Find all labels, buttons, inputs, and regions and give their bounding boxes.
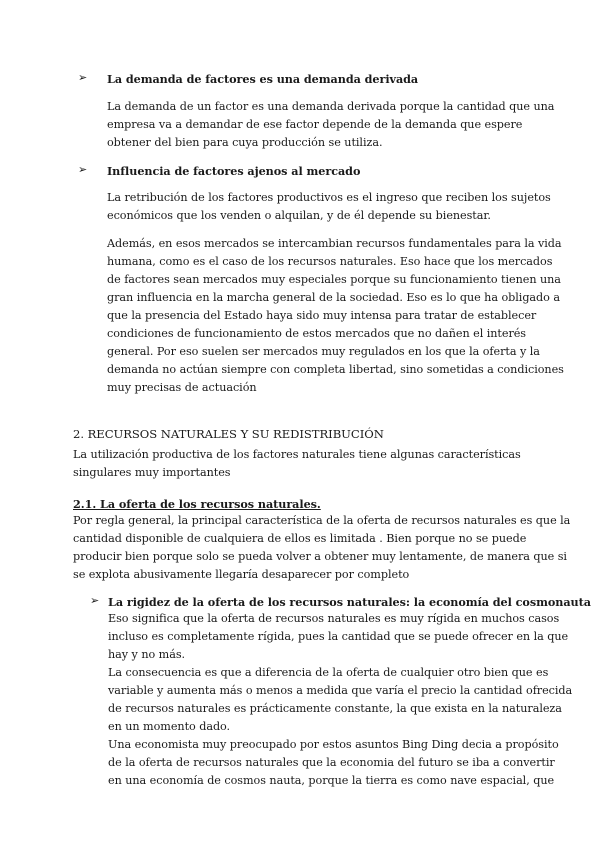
text-line: La consecuencia es que a diferencia de la oferta de cualquier otro bien que es	[108, 666, 549, 679]
paragraph-state-regulation	[107, 235, 564, 397]
paragraph-derived-demand	[107, 98, 554, 152]
section-title: 2. RECURSOS NATURALES Y SU REDISTRIBUCIÓN	[73, 427, 384, 441]
arrow-bullet-icon: ➢	[78, 71, 88, 84]
text-line: La retribución de los factores productivos es el ingreso que reciben los sujetos	[107, 191, 551, 204]
paragraph-retribution	[107, 189, 551, 225]
text-line: que la presencia del Estado haya sido muy intensa para tratar de establecer	[107, 309, 537, 322]
text-line: en una economía de cosmos nauta, porque la tierra es como nave espacial, que	[108, 774, 555, 787]
text-line: se explota abusivamente llegaría desaparecer por completo	[73, 568, 410, 581]
text-line: de recursos naturales es prácticamente constante, la que exista en la naturaleza	[108, 702, 562, 715]
text-line: Además, en esos mercados se intercambian recursos fundamentales para la vida	[107, 237, 562, 250]
text-line: producir bien porque solo se pueda volver a obtener muy lentamente, de manera que si	[73, 550, 567, 563]
text-line: obtener del bien para cuya producción se utiliza.	[107, 136, 383, 149]
text-line: gran influencia en la marcha general de la sociedad. Eso es lo que ha obligado a	[107, 291, 560, 304]
text-line: de la oferta de recursos naturales que la economia del futuro se iba a convertir	[108, 756, 555, 769]
arrow-bullet-icon: ➢	[78, 163, 88, 176]
text-line: incluso es completamente rígida, pues la cantidad que se puede ofrecer en la que	[108, 630, 569, 643]
text-line: económicos que los venden o alquilan, y de él depende su bienestar.	[107, 209, 491, 222]
text-line: en un momento dado.	[108, 720, 231, 733]
text-line: de factores sean mercados muy especiales porque su funcionamiento tienen una	[107, 273, 561, 286]
paragraph-supply-limited	[73, 512, 570, 584]
text-line: humana, como es el caso de los recursos naturales. Eso hace que los mercados	[107, 255, 553, 268]
text-line: Eso significa que la oferta de recursos naturales es muy rígida en muchos casos	[108, 612, 560, 625]
text-line: La demanda de un factor es una demanda derivada porque la cantidad que una	[107, 100, 555, 113]
paragraph-section-intro	[73, 446, 521, 482]
text-line: hay y no más.	[108, 648, 186, 661]
heading-rigidity: La rigidez de la oferta de los recursos naturales: la economía del cosmonauta	[108, 595, 591, 609]
text-line: Una economista muy preocupado por estos asuntos Bing Ding decia a propósito	[108, 738, 559, 751]
text-line: condiciones de funcionamiento de estos mercados que no dañen el interés	[107, 327, 527, 340]
text-line: empresa va a demandar de ese factor depende de la demanda que espere	[107, 118, 523, 131]
text-line: Por regla general, la principal característica de la oferta de recursos naturales es que la	[73, 514, 571, 527]
text-line: cantidad disponible de cualquiera de ellos es limitada . Bien porque no se puede	[73, 532, 527, 545]
heading-external-factors: Influencia de factores ajenos al mercado	[107, 164, 361, 178]
text-line: general. Por eso suelen ser mercados muy regulados en los que la oferta y la	[107, 345, 540, 358]
text-line: singulares muy importantes	[73, 466, 231, 479]
arrow-bullet-icon: ➢	[90, 594, 100, 607]
text-line: La utilización productiva de los factores naturales tiene algunas características	[73, 448, 521, 461]
text-line: variable y aumenta más o menos a medida que varía el precio la cantidad ofrecida	[108, 684, 573, 697]
paragraph-rigidity	[108, 610, 572, 790]
heading-derived-demand: La demanda de factores es una demanda derivada	[107, 72, 419, 86]
subsection-title: 2.1. La oferta de los recursos naturales.	[73, 497, 321, 511]
text-line: demanda no actúan siempre con completa libertad, sino sometidas a condiciones	[107, 363, 564, 376]
text-line: muy precisas de actuación	[107, 381, 257, 394]
